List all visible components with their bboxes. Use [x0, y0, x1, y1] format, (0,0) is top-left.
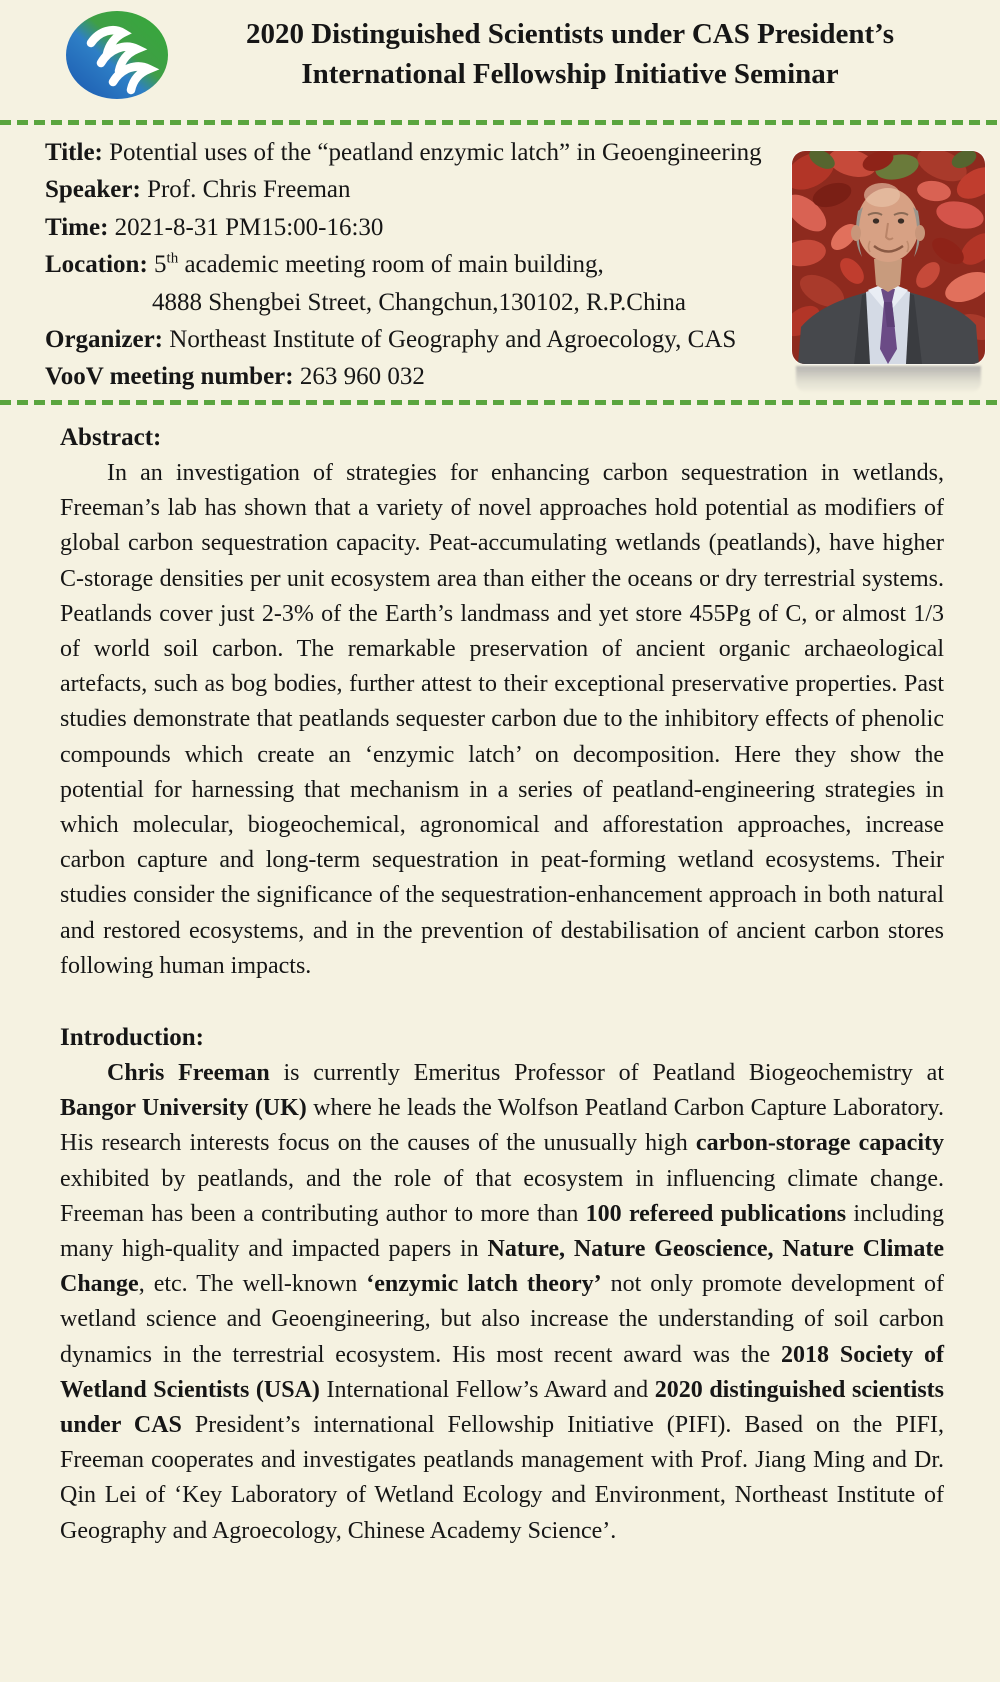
abstract-heading: Abstract:	[60, 424, 162, 451]
info-value-time: 2021-8-31 PM15:00-16:30	[114, 213, 384, 241]
info-row-location-line2	[45, 284, 793, 321]
info-value-location: 5th academic meeting room of main building,	[154, 250, 604, 279]
info-row-location	[45, 246, 793, 283]
seminar-info	[45, 134, 793, 396]
info-value-organizer: Northeast Institute of Geography and Agroecology, CAS	[169, 326, 737, 354]
info-row-speaker	[45, 171, 793, 208]
info-label-speaker: Speaker:	[45, 176, 141, 204]
info-row-voov	[45, 358, 793, 395]
photo-reflection	[796, 366, 981, 393]
info-value-voov: 263 960 032	[299, 363, 425, 391]
abstract-paragraph: In an investigation of strategies for enhancing carbon sequestration in wetlands, Freeman’s lab has shown that a variety of novel approaches hold potential as modifiers of global carbon sequestration capacity. Peat-accumulating wetlands (peatlands), have higher C-storage densities per unit ecosystem area than either the oceans or dry terrestrial systems. Peatlands cover just 2-3% of the Earth’s landmass and yet store 455Pg of C, or almost 1/3 of world soil carbon. The remarkable preservation of ancient organic archaeological artefacts, such as bog bodies, further attest to their exceptional preservative properties. Past studies demonstrate that peatlands sequester carbon due to the inhibitory effects of phenolic compounds which create an ‘enzymic latch’ on decomposition. Here they show the potential for harnessing that mechanism in a series of peatland-engineering strategies in which molecular, biogeochemical, agronomical and afforestation approaches, increase carbon capture and long-term sequestration in peat-forming wetland ecosystems. Their studies consider the significance of the sequestration-enhancement approach in both natural and restored ecosystems, and in the prevention of destabilisation of ancient carbon stores following human impacts.	[60, 460, 944, 979]
divider-top	[0, 120, 1000, 125]
info-label-organizer: Organizer:	[45, 326, 164, 354]
info-label-voov: VooV meeting number:	[45, 363, 294, 391]
info-row-organizer	[45, 321, 793, 358]
info-value-speaker: Prof. Chris Freeman	[147, 176, 351, 204]
cas-iga-globe-logo-icon	[64, 10, 170, 100]
info-label-title: Title:	[45, 139, 103, 166]
info-value-title: Potential uses of the “peatland enzymic latch” in Geoengineering	[109, 139, 762, 166]
info-label-time: Time:	[45, 213, 109, 241]
chris-freeman-portrait	[792, 151, 985, 364]
title-line-1: 2020 Distinguished Scientists under CAS President’s	[245, 18, 895, 50]
page-title	[195, 14, 945, 94]
speaker-photo	[792, 151, 985, 393]
introduction-paragraph: Chris Freeman is currently Emeritus Professor of Peatland Biogeochemistry at Bangor University (UK) where he leads the Wolfson Peatland Carbon Capture Laboratory. His research interests focus on the causes of the unusually high carbon-storage capacity exhibited by peatlands, and the role of that ecosystem in influencing climate change. Freeman has been a contributing author to more than 100 refereed publications including many high-quality and impacted papers in Nature, Nature Geoscience, Nature Climate Change, etc. The well-known ‘enzymic latch theory’ not only promote development of wetland science and Geoengineering, but also increase the understanding of soil carbon dynamics in the terrestrial ecosystem. His most recent award was the 2018 Society of Wetland Scientists (USA) International Fellow’s Award and 2020 distinguished scientists under CAS President’s international Fellowship Initiative (PIFI). Based on the PIFI, Freeman cooperates and investigates peatlands management with Prof. Jiang Ming and Dr. Qin Lei of ‘Key Laboratory of Wetland Ecology and Environment, Northeast Institute of Geography and Agroecology, Chinese Academy Science’.	[60, 1060, 945, 1544]
introduction-heading: Introduction:	[60, 1024, 205, 1052]
info-row-time	[45, 209, 793, 246]
title-line-2: International Fellowship Initiative Seminar	[301, 58, 839, 90]
info-label-location: Location:	[45, 251, 148, 279]
document-body	[60, 405, 944, 1549]
info-value-location-line2: 4888 Shengbei Street, Changchun,130102, R.P.China	[152, 288, 686, 316]
info-row-title	[45, 134, 793, 171]
